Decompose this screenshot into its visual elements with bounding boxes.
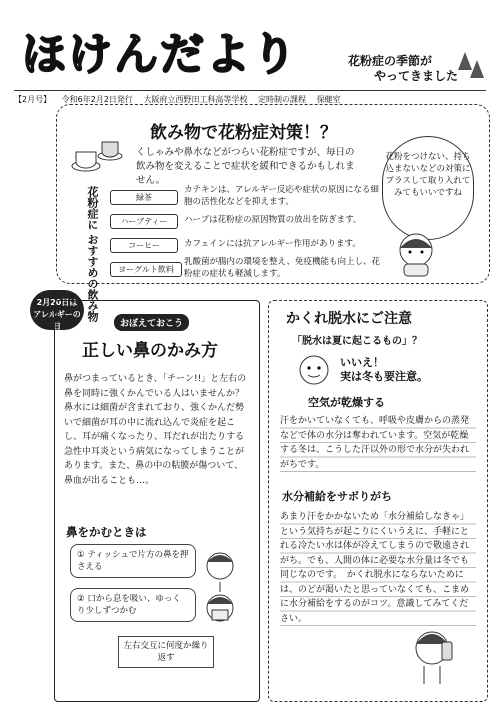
- nose-howto-heading: 鼻をかむときは: [66, 525, 147, 539]
- nose-step-2: ② 口から息を吸い、ゆっくり少しずつかむ: [70, 588, 196, 622]
- dry-air-body: 汗をかいていなくても、呼吸や皮膚からの蒸発などで体の水分は奪われています。空気が乾燥する冬は、こうした汗以外の形で水分が失われがちです。: [280, 414, 476, 472]
- school-name: 大阪府立西野田工科高等学校: [143, 95, 248, 104]
- nose-section-body: 鼻がつまっているとき、「チーン!!」と左右の鼻を同時に強くかんでいる人はいませんか？ 鼻水には細菌が含まれており、強くかんだ勢いで細菌が耳の中に流れ込んで炎症を起こし、耳が痛くなったり、耳だれが出たりする急性中耳炎という病気になってしまうことがあります。また、鼻の中の粘膜が傷ついて、鼻血が出ることも…。: [64, 374, 254, 486]
- drink-desc-green-tea: カテキンは、アレルギー反応や症状の原因になる細胞の活性化などを抑えます。: [184, 185, 379, 207]
- teacups-illustration: [70, 128, 126, 178]
- season-caption: [348, 54, 458, 84]
- drink-label-green-tea: 緑茶: [110, 190, 178, 205]
- drink-desc-coffee: カフェインには抗アレルギー作用があります。: [184, 239, 361, 249]
- recommended-drinks-label: 花粉症に おすすめの飲み物: [86, 186, 99, 322]
- advice-speech-bubble: 花粉をつけない、持ち込まないなどの対策にプラスして取り入れてみてもいいですね: [382, 136, 474, 240]
- issue-info-line: [14, 90, 486, 105]
- hydration-character-illustration: [292, 352, 336, 388]
- issue-number: 【2月号】: [14, 95, 52, 104]
- allergy-day-date: 2月20日は: [36, 298, 78, 307]
- exclaim-no: いいえ！: [340, 356, 384, 369]
- girl-sneezing-illustration: [388, 228, 444, 278]
- nose-alternate-tip: 左右交互に何度か繰り返す: [118, 636, 214, 668]
- newsletter-title: ほけんだより: [22, 29, 298, 80]
- season-line-2: やってきました: [374, 69, 459, 83]
- drink-desc-yogurt-drink: 乳酸菌が腸内の環境を整え、免疫機能も向上し、花粉症の症状も軽減します。: [184, 257, 381, 279]
- season-line-1: 花粉症の季節が: [348, 54, 433, 68]
- exclaim-winter: 実は冬も要注意。: [340, 370, 428, 383]
- dehydration-exclaim: [340, 356, 428, 384]
- nose-step-1: ① ティッシュで片方の鼻を押さえる: [70, 544, 196, 578]
- drink-label-coffee: コーヒー: [110, 238, 178, 253]
- office-name: 保健室: [316, 95, 341, 104]
- issue-date: 令和6年2月2日発行: [61, 95, 133, 104]
- pollen-section-title: 飲み物で花粉症対策！？: [150, 123, 337, 143]
- pollen-intro-text: くしゃみや鼻水などがつらい花粉症ですが、毎日の飲み物を変えることで症状を緩和できるかもしれません。: [136, 147, 355, 186]
- dry-air-heading: 空気が乾燥する: [308, 396, 385, 409]
- drinking-person-illustration: [404, 622, 464, 686]
- nose-section-kicker: おぼえておこう: [114, 314, 189, 331]
- skip-hydration-heading: 水分補給をサボりがち: [282, 490, 392, 503]
- boy-blowing-nose-illustration: [190, 548, 250, 632]
- tree-icon: [470, 60, 484, 78]
- skip-hydration-body: あまり汗をかかないため「水分補給しなきゃ」という気持ちが起こりにくいうえに、手軽にとれる冷たい水は体が冷えてしまうので敬遠されがち。でも、人間の体に必要な水分量は冬でも同じなのです。 かくれ脱水にならないためには、のどが渇いたと思っていなくても、こまめに水分補給をするのがコツ。意識してみてください。: [280, 510, 476, 626]
- course-name: 定時制の課程: [258, 95, 307, 104]
- drink-desc-herb-tea: ハーブは花粉症の原因物質の放出を防ぎます。: [184, 215, 362, 225]
- allergy-day-label: アレルギーの日: [33, 310, 81, 331]
- drink-label-herb-tea: ハーブティー: [110, 214, 178, 229]
- nose-section-title: 正しい鼻のかみ方: [82, 341, 218, 361]
- drink-label-yogurt-drink: ヨーグルト飲料: [110, 262, 182, 277]
- dehydration-subtitle: 「脱水は夏に起こるもの」？: [292, 336, 422, 347]
- dehydration-section-title: かくれ脱水にご注意: [286, 311, 412, 327]
